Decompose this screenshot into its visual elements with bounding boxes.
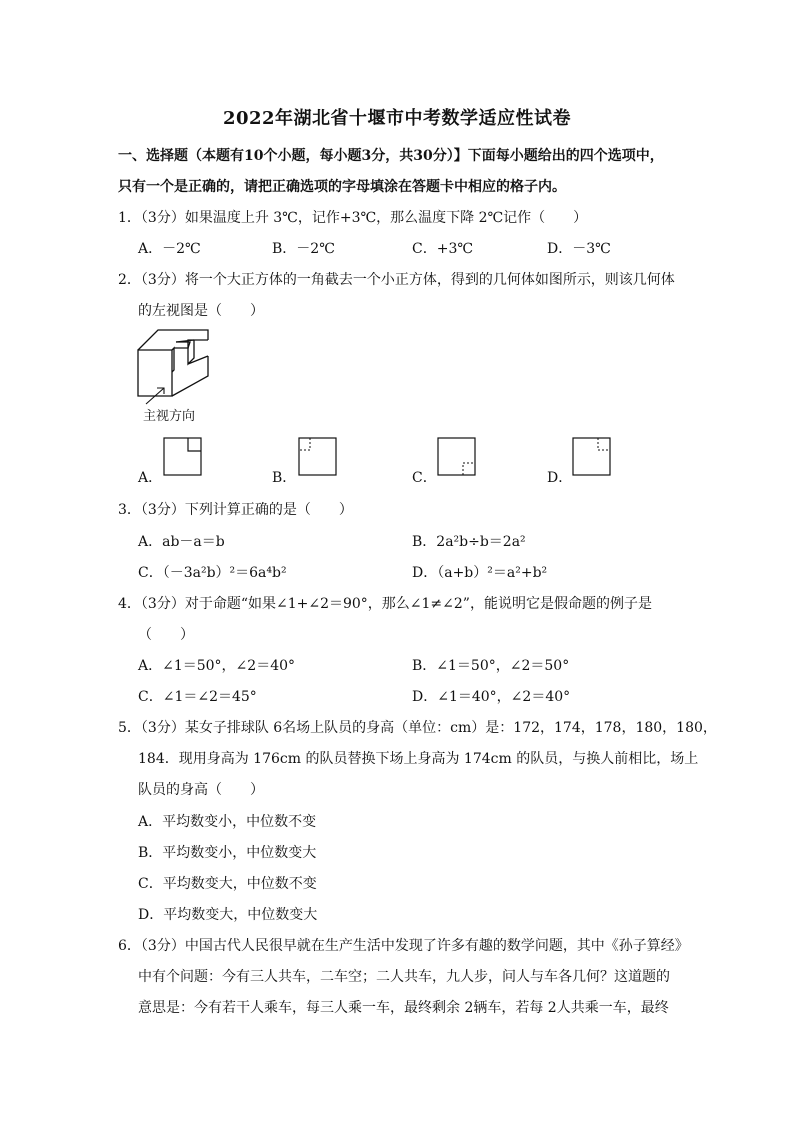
question-2-option-c: C． [412,470,437,486]
option-d-view-figure [572,437,612,477]
question-6-stem-line3: 意思是：今有若干人乘车，每三人乘一车，最终剩余 2辆车，若每 2人共乘一车，最终 [138,1000,669,1016]
question-4-option-a: A．∠1＝50°，∠2＝40° [138,658,296,674]
question-2-stem-line2: 的左视图是（ ） [138,303,264,319]
question-4-option-c: C．∠1＝∠2＝45° [138,689,257,705]
section-heading-line1: 一、选择题（本题有10个小题，每小题3分，共30分）】下面每小题给出的四个选项中， [118,148,664,164]
question-5-option-a: A．平均数变小，中位数不变 [138,814,317,830]
question-5-option-d: D．平均数变大，中位数变大 [138,907,318,923]
question-5-option-b: B．平均数变小，中位数变大 [138,845,317,861]
question-6-stem-line2: 中有个问题：今有三人共车，二车空；二人共车，九人步，问人与车各几何？这道题的 [138,969,670,985]
question-6-stem-line1: 6．（3分）中国古代人民很早就在生产生活中发现了许多有趣的数学问题，其中《孙子算经》 [118,938,689,954]
question-4-stem-line2: （ ） [138,627,194,643]
question-3-stem: 3．（3分）下列计算正确的是（ ） [118,502,353,518]
question-4-stem-line1: 4．（3分）对于命题“如果∠1+∠2＝90°，那么∠1≠∠2”，能说明它是假命题的例子是 [118,596,652,612]
question-2-option-b: B． [272,470,297,486]
option-c-view-figure [437,437,477,477]
question-3-option-b: B．2a²b÷b＝2a² [412,534,526,550]
question-1-option-a: A．－2℃ [138,241,201,257]
question-2-stem-line1: 2．（3分）将一个大正方体的一角截去一个小正方体，得到的几何体如图所示，则该几何体 [118,272,675,288]
view-direction-label: 主视方向 [143,409,196,424]
question-5-stem-line3: 队员的身高（ ） [138,782,264,798]
question-5-option-c: C．平均数变大，中位数不变 [138,876,317,892]
question-3-option-d: D．（a+b）²＝a²+b² [412,565,548,581]
page-title: 2022年湖北省十堰市中考数学适应性试卷 [222,108,572,129]
question-2-option-d: D． [547,470,573,486]
question-5-stem-line2: 184．现用身高为 176cm 的队员替换下场上身高为 174cm 的队员，与换人前相比，场上 [138,751,699,767]
question-3-option-c: C．（－3a²b）²＝6a⁴b² [138,565,287,581]
question-3-option-a: A．ab－a＝b [138,534,225,550]
section-heading-line2: 只有一个是正确的，请把正确选项的字母填涂在答题卡中相应的格子内。 [118,179,566,195]
option-b-view-figure [298,437,338,477]
question-2-option-a: A． [138,470,163,486]
question-1-option-d: D．－3℃ [547,241,611,257]
option-a-view-figure [163,437,203,477]
question-1-option-c: C．+3℃ [412,241,474,257]
question-1-stem: 1．（3分）如果温度上升 3℃，记作+3℃，那么温度下降 2℃记作（ ） [118,210,588,226]
question-1-option-b: B．－2℃ [272,241,335,257]
question-4-option-d: D．∠1＝40°，∠2＝40° [412,689,571,705]
question-4-option-b: B．∠1＝50°，∠2＝50° [412,658,570,674]
question-5-stem-line1: 5．（3分）某女子排球队 6名场上队员的身高（单位：cm）是：172，174，178，180，180， [118,720,717,736]
